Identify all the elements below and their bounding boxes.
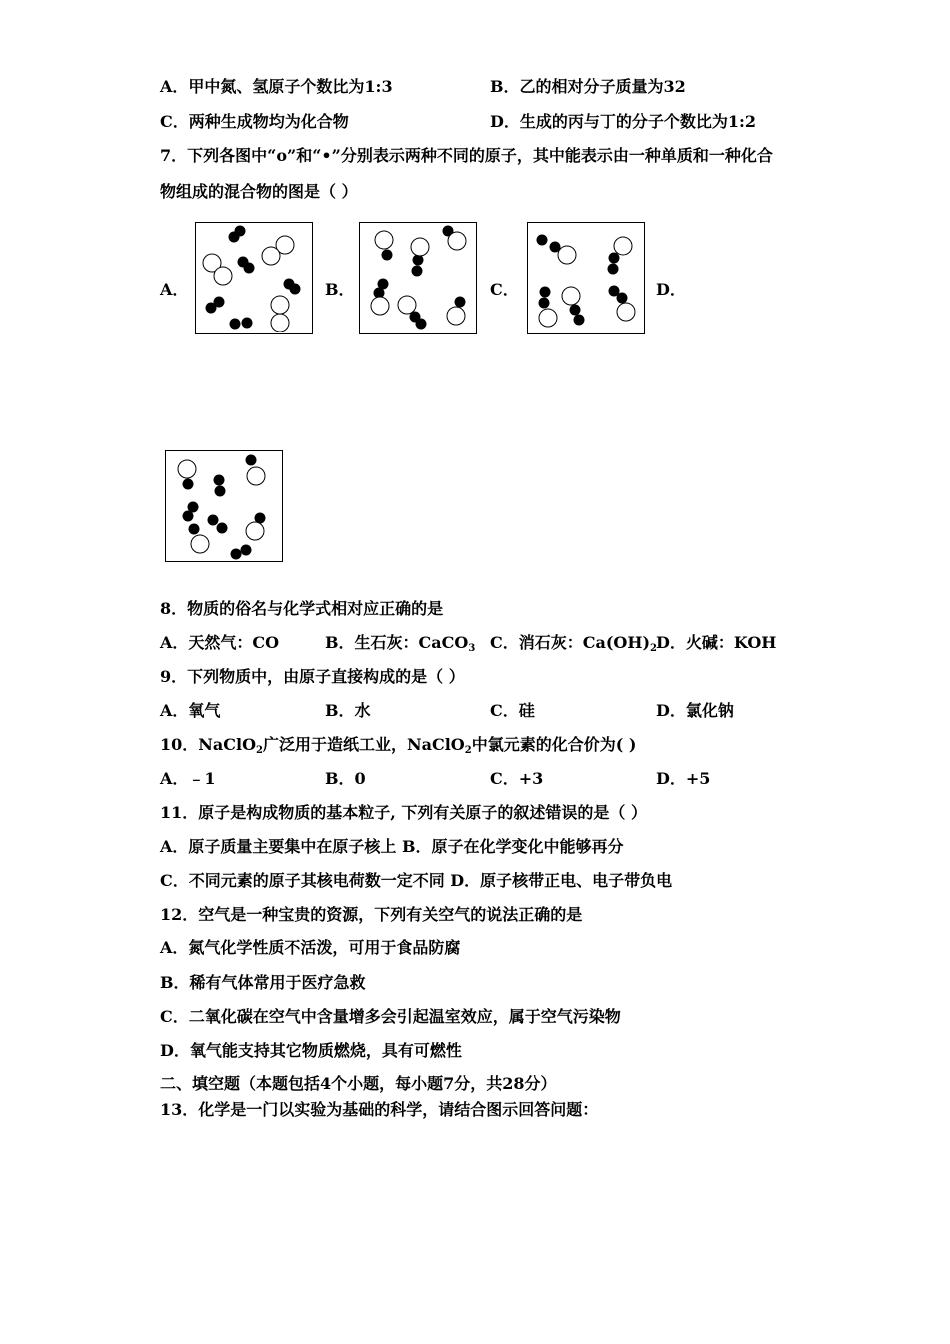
- q7-figure-c: [527, 222, 645, 334]
- q7-stem-line2: 物组成的混合物的图是（ ）: [160, 182, 358, 201]
- q10-stem-part2: 广泛用于造纸工业，NaClO: [262, 735, 465, 754]
- q10-stem-part1: 10．NaClO: [160, 735, 257, 754]
- q8-option-c: [490, 633, 657, 659]
- q12-option-a: A．氮气化学性质不活泼，可用于食品防腐: [160, 938, 461, 957]
- q6-option-b: B．乙的相对分子质量为32: [490, 77, 686, 96]
- q10-stem-sub2: 2: [464, 745, 472, 756]
- q7-label-b: B．: [325, 280, 355, 299]
- q8-option-b-text: B．生石灰：CaCO: [325, 633, 469, 652]
- q9-option-b: B．水: [325, 701, 371, 720]
- q7-label-a: A．: [160, 280, 189, 299]
- q9-option-a: A．氧气: [160, 701, 221, 720]
- q11-stem: 11．原子是构成物质的基本粒子, 下列有关原子的叙述错误的是（ ）: [160, 803, 647, 822]
- q11-options-cd: C．不同元素的原子其核电荷数一定不同 D．原子核带正电、电子带负电: [160, 871, 673, 890]
- q8-option-d: D．火碱：KOH: [656, 633, 777, 652]
- q12-stem: 12．空气是一种宝贵的资源，下列有关空气的说法正确的是: [160, 905, 583, 924]
- q13-stem: 13．化学是一门以实验为基础的科学，请结合图示回答问题：: [160, 1100, 599, 1119]
- q10-option-d: D．+5: [656, 769, 711, 788]
- q7-figure-d: [165, 450, 283, 562]
- q8-option-b: [325, 633, 475, 659]
- q6-option-c: C．两种生成物均为化合物: [160, 112, 349, 131]
- q7-label-d: D．: [656, 280, 686, 299]
- q10-stem-sub1: 2: [256, 745, 263, 756]
- section2-heading: 二、填空题（本题包括4个小题，每小题7分，共28分）: [160, 1074, 557, 1093]
- q12-option-c: C．二氧化碳在空气中含量增多会引起温室效应，属于空气污染物: [160, 1007, 621, 1026]
- q6-option-a: A．甲中氮、氢原子个数比为1:3: [160, 77, 393, 96]
- q7-figure-a: [195, 222, 313, 334]
- q7-figure-b: [359, 222, 477, 334]
- q10-option-a: A．﹣1: [160, 769, 216, 788]
- q10-option-b: B．0: [325, 769, 366, 788]
- q10-stem-part3: 中氯元素的化合价为( ): [471, 735, 637, 754]
- q11-options-ab: A．原子质量主要集中在原子核上 B．原子在化学变化中能够再分: [160, 837, 624, 856]
- q12-option-d: D．氧气能支持其它物质燃烧，具有可燃性: [160, 1041, 462, 1060]
- q9-option-d: D．氯化钠: [656, 701, 734, 720]
- q8-option-a: A．天然气：CO: [160, 633, 280, 652]
- q8-option-c-subscript: 2: [650, 643, 658, 654]
- q10-stem: [160, 735, 636, 761]
- q7-stem-line1: 7．下列各图中“o”和“•”分别表示两种不同的原子，其中能表示由一种单质和一种化合: [160, 146, 773, 165]
- q12-option-b: B．稀有气体常用于医疗急救: [160, 973, 366, 992]
- q7-label-c: C．: [490, 280, 519, 299]
- q6-option-d: D．生成的丙与丁的分子个数比为1:2: [490, 112, 757, 131]
- q9-stem: 9．下列物质中，由原子直接构成的是（ ）: [160, 667, 465, 686]
- q8-option-b-subscript: 3: [468, 643, 476, 654]
- q8-stem: 8．物质的俗名与化学式相对应正确的是: [160, 599, 444, 618]
- q8-option-c-text: C．消石灰：Ca(OH): [490, 633, 651, 652]
- q9-option-c: C．硅: [490, 701, 535, 720]
- q10-option-c: C．+3: [490, 769, 544, 788]
